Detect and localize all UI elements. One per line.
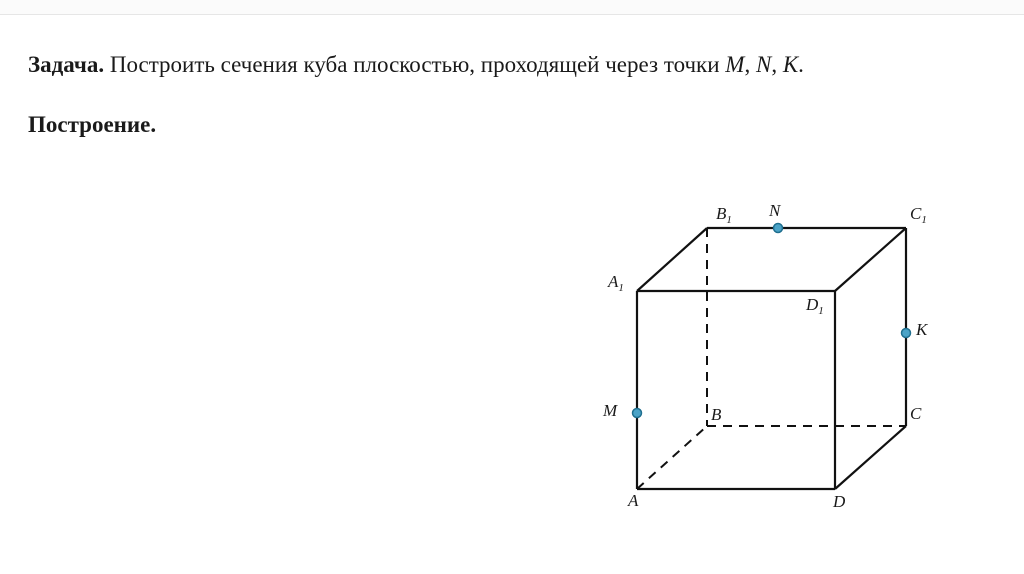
task-text: Построить сечения куба плоскостью, проходящей через точки <box>109 52 726 77</box>
label-d1: $D_1$ <box>806 295 824 317</box>
task-title: Задача. <box>28 52 105 77</box>
construction-heading: Построение. <box>28 112 157 137</box>
label-a1: $A_1$ <box>608 272 624 294</box>
visible-edges <box>637 228 906 489</box>
label-b1: $B_1$ <box>716 204 732 226</box>
hidden-edges <box>637 228 906 489</box>
label-c: C <box>910 404 922 423</box>
point-k-marker <box>902 329 911 338</box>
section-points <box>633 224 911 418</box>
label-d: D <box>833 492 846 511</box>
label-c1: $C_1$ <box>910 204 927 226</box>
task-end: . <box>798 52 804 77</box>
task-point-k: K <box>782 52 799 77</box>
task-sep-2: , <box>771 52 783 77</box>
edge-a1b1 <box>637 228 707 291</box>
task-point-n: N <box>755 52 772 77</box>
label-point-k: K <box>916 320 928 339</box>
task-sep-1: , <box>744 52 756 77</box>
task-point-m: M <box>725 52 745 77</box>
label-b: B <box>711 405 722 424</box>
edge-dc <box>835 426 906 489</box>
point-n-marker <box>774 224 783 233</box>
edge-ab <box>637 426 707 489</box>
label-point-m: M <box>603 401 618 420</box>
point-m-marker <box>633 409 642 418</box>
label-a: A <box>628 491 639 510</box>
label-point-n: N <box>769 201 781 220</box>
edge-c1d1 <box>835 228 906 291</box>
